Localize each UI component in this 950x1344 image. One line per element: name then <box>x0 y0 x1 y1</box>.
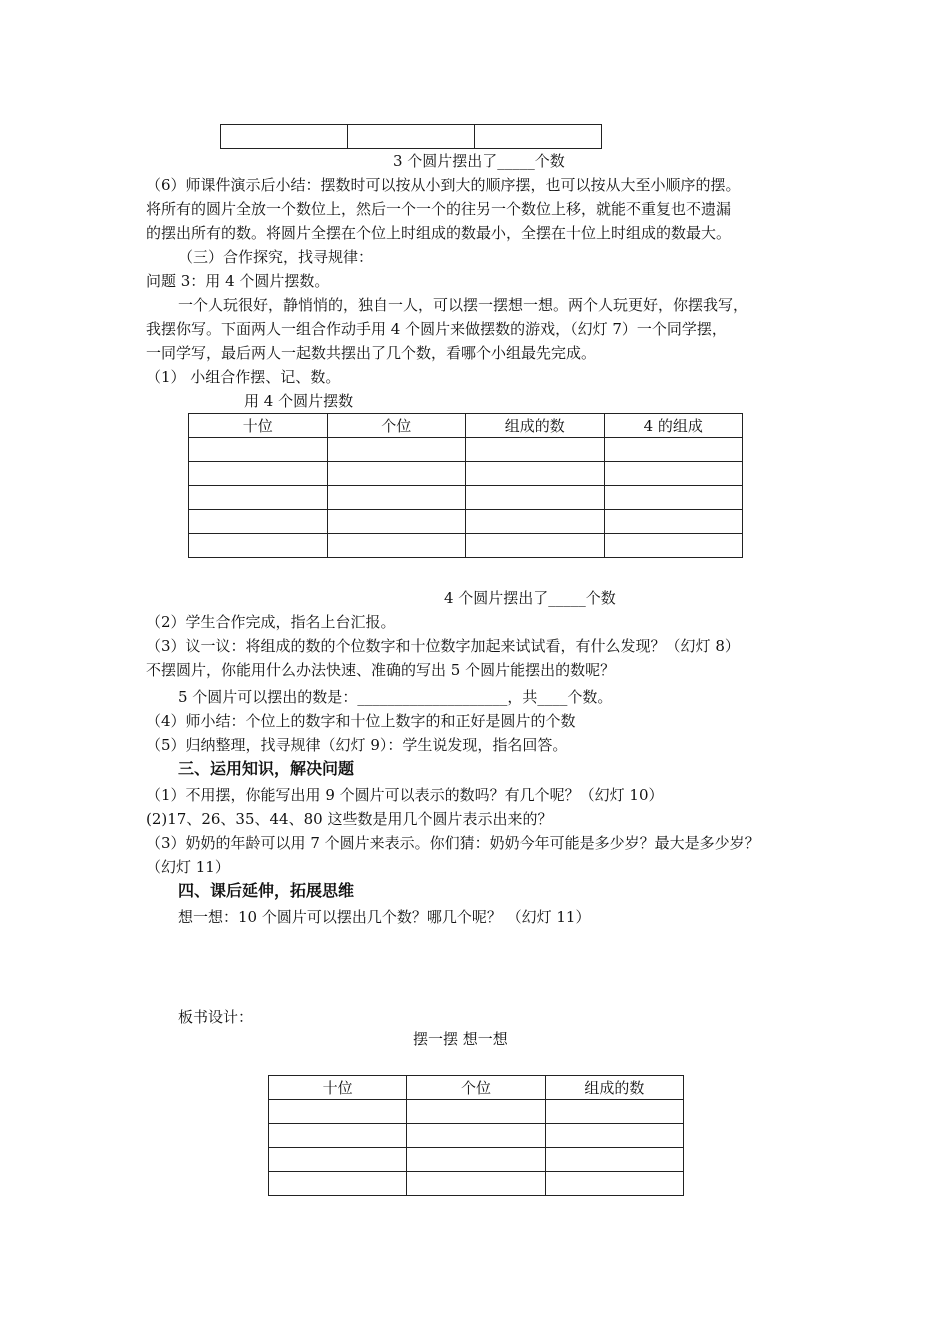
board-label: 板书设计： <box>178 1008 254 1026</box>
table-row <box>189 534 743 558</box>
step-5: （5）归纳整理，找寻规律（幻灯 9）：学生说发现，指名回答。 <box>146 736 568 754</box>
table-cell <box>407 1172 545 1196</box>
table-cell <box>466 486 605 510</box>
five-circle-line: 5 个圆片可以摆出的数是：____________________，共____个数。 <box>178 688 613 706</box>
heading-4: 四、课后延伸，拓展思维 <box>178 881 355 900</box>
table-cell <box>189 462 328 486</box>
table-cell <box>327 534 466 558</box>
column-header: 组成的数 <box>466 414 605 438</box>
column-header: 十位 <box>189 414 328 438</box>
column-header: 十位 <box>269 1076 407 1100</box>
table-row <box>269 1124 684 1148</box>
apply-line: （幻灯 11） <box>146 858 230 876</box>
table-cell <box>407 1148 545 1172</box>
table-cell <box>221 125 348 149</box>
column-header: 组成的数 <box>545 1076 683 1100</box>
table-cell <box>189 486 328 510</box>
apply-line: （3）奶奶的年龄可以用 7 个圆片来表示。你们猜：奶奶今年可能是多少岁？最大是多少岁？ <box>146 834 760 852</box>
column-header: 个位 <box>407 1076 545 1100</box>
table-cell <box>466 510 605 534</box>
table-cell <box>545 1100 683 1124</box>
table-cell <box>189 438 328 462</box>
paragraph-line: 一个人玩很好，静悄悄的，独自一人，可以摆一摆想一想。两个人玩更好，你摆我写， <box>178 296 749 314</box>
paragraph-line: 将所有的圆片全放一个数位上，然后一个一个的往另一个数位上移，就能不重复也不遗漏 <box>146 200 732 218</box>
table-cell <box>604 534 743 558</box>
paragraph-line: 一同学写，最后两人一起数共摆出了几个数，看哪个小组最先完成。 <box>146 344 597 362</box>
table-cell <box>545 1172 683 1196</box>
paragraph-line: （6）师课件演示后小结：摆数时可以按从小到大的顺序摆，也可以按从大至小顺序的摆。 <box>146 176 741 194</box>
apply-line: （1）不用摆，你能写出用 9 个圆片可以表示的数吗？有几个呢？（幻灯 10） <box>146 786 664 804</box>
table-cell <box>604 462 743 486</box>
table-cell <box>327 510 466 534</box>
apply-line: (2)17、26、35、44、80 这些数是用几个圆片表示出来的？ <box>146 810 553 828</box>
table-cell <box>189 534 328 558</box>
table-title: 用 4 个圆片摆数 <box>244 392 354 410</box>
step-2: （2）学生合作完成，指名上台汇报。 <box>146 613 396 631</box>
table-cell <box>407 1124 545 1148</box>
table-cell <box>327 486 466 510</box>
table-cell <box>545 1148 683 1172</box>
table-cell <box>466 462 605 486</box>
table-row <box>269 1172 684 1196</box>
table-header-row <box>189 414 743 438</box>
table-cell <box>407 1100 545 1124</box>
table-cell <box>604 438 743 462</box>
table-cell <box>348 125 475 149</box>
heading-3: 三、运用知识，解决问题 <box>178 759 355 778</box>
table-cell <box>466 534 605 558</box>
table-row <box>189 438 743 462</box>
table-cell <box>327 462 466 486</box>
table-row <box>269 1100 684 1124</box>
board-table <box>268 1075 684 1196</box>
step-3-line: 不摆圆片，你能用什么办法快速、准确的写出 5 个圆片能摆出的数呢？ <box>146 661 616 679</box>
paragraph-line: 的摆出所有的数。将圆片全摆在个位上时组成的数最小，全摆在十位上时组成的数最大。 <box>146 224 732 242</box>
section-title: （三）合作探究，找寻规律： <box>178 248 374 266</box>
step-1: （1） 小组合作摆、记、数。 <box>146 368 341 386</box>
table-cell <box>269 1172 407 1196</box>
circle-4-table <box>188 413 743 558</box>
step-4: （4）师小结：个位上的数字和十位上数字的和正好是圆片的个数 <box>146 712 576 730</box>
table-cell <box>189 510 328 534</box>
think-line: 想一想：10 个圆片可以摆出几个数？哪几个呢？ （幻灯 11） <box>178 908 591 926</box>
table-cell <box>604 510 743 534</box>
table-cell <box>475 125 602 149</box>
question-3: 问题 3：用 4 个圆片摆数。 <box>146 272 330 290</box>
table-cell <box>269 1100 407 1124</box>
table-cell <box>604 486 743 510</box>
caption-4: 4 个圆片摆出了_____个数 <box>444 589 616 607</box>
column-header: 个位 <box>327 414 466 438</box>
table-cell <box>269 1124 407 1148</box>
table-row <box>189 510 743 534</box>
paragraph-line: 我摆你写。下面两人一组合作动手用 4 个圆片来做摆数的游戏，（幻灯 7）一个同学摆， <box>146 320 727 338</box>
step-3-line: （3）议一议：将组成的数的个位数字和十位数字加起来试试看，有什么发现？（幻灯 8） <box>146 637 740 655</box>
table-row <box>189 486 743 510</box>
table-cell <box>269 1148 407 1172</box>
table-row <box>269 1148 684 1172</box>
table-cell <box>545 1124 683 1148</box>
table-header-row <box>269 1076 684 1100</box>
table-cell <box>466 438 605 462</box>
column-header: 4 的组成 <box>604 414 743 438</box>
table-row <box>189 462 743 486</box>
table-cell <box>327 438 466 462</box>
top-table <box>220 124 602 149</box>
board-title: 摆一摆 想一想 <box>413 1030 508 1048</box>
caption-3: 3 个圆片摆出了_____个数 <box>393 152 565 170</box>
